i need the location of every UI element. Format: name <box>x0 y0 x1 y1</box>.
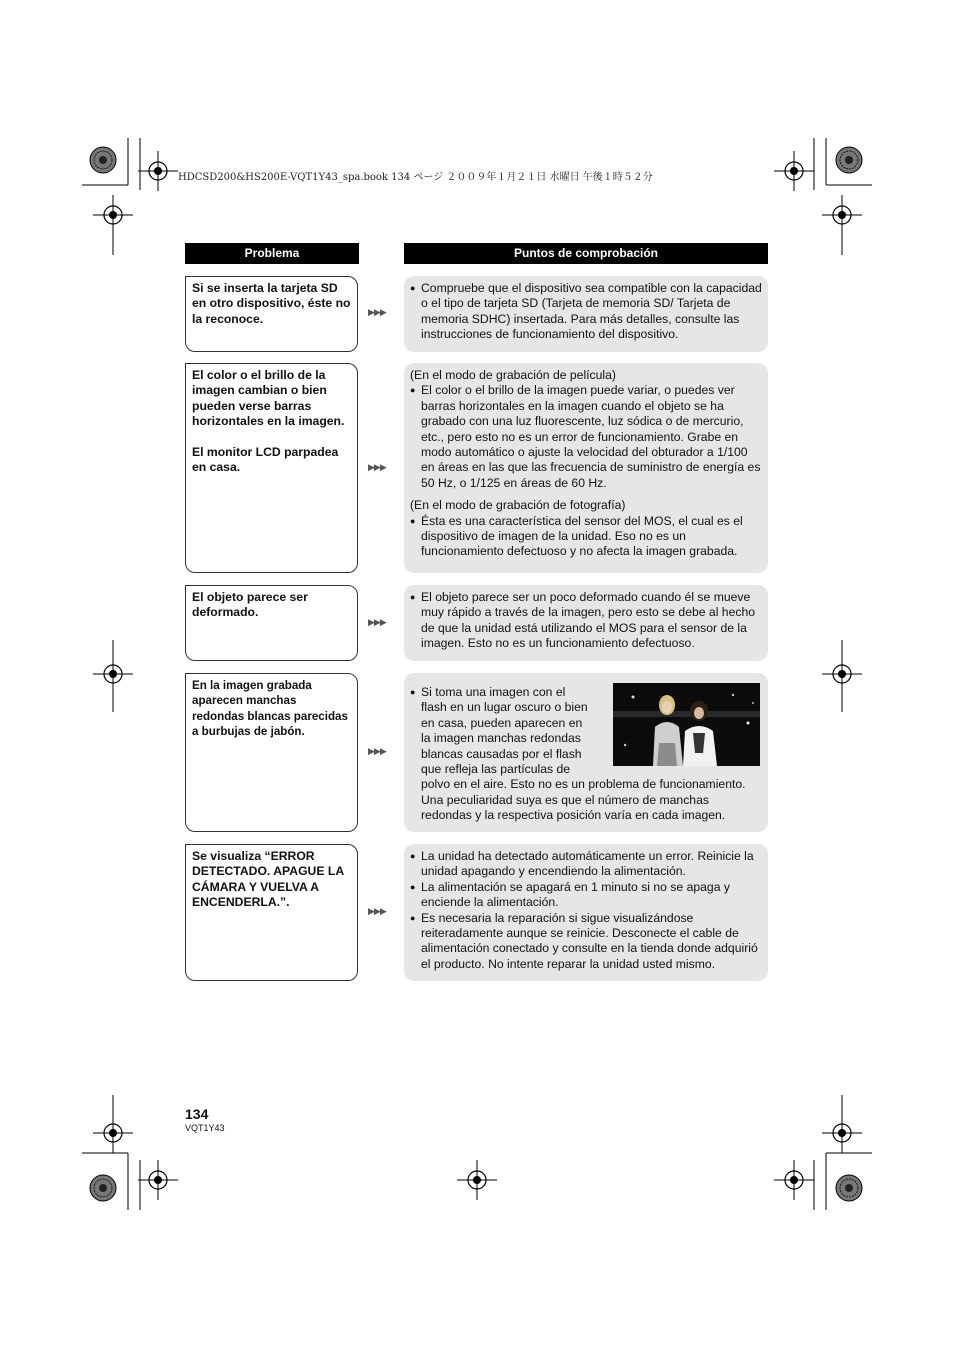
problem-text: Se visualiza “ERROR DETECTADO. APAGUE LA CÁMARA Y VUELVA A ENCENDERLA.”. <box>192 849 344 910</box>
arrow-icon: ▶▶▶ <box>368 617 386 627</box>
problem-cell-1 <box>185 276 358 352</box>
problem-text: En la imagen grabada aparecen manchas redondas blancas parecidas a burbujas de jabón. <box>192 679 348 739</box>
problem-cell-3 <box>185 585 358 661</box>
example-photo <box>613 683 760 766</box>
problem-text: El color o el brillo de la imagen cambian o bien pueden verse barras horizontales en la imagen. <box>192 368 345 429</box>
problem-text: Si se inserta la tarjeta SD en otro dispositivo, éste no la reconoce. <box>192 281 351 326</box>
arrow-icon: ▶▶▶ <box>368 746 386 756</box>
problem-text: El objeto parece ser deformado. <box>192 590 308 620</box>
problem-cell-4 <box>185 673 358 832</box>
column-header-problem: Problema <box>185 243 359 264</box>
problem-cell-2 <box>185 363 358 573</box>
checkpoint-bullet: ● Compruebe que el dispositivo sea compatible con la capacidad o el tipo de tarjeta SD (Tarjeta de memoria SD/ Tarjeta de memoria SDHC) insertada. Para más detalles, consulte las instrucciones de funcionamiento del dispositivo. <box>410 281 762 343</box>
problem-cell-5 <box>185 844 358 981</box>
checkpoint-cell-5 <box>404 844 768 981</box>
checkpoint-bullet: ● Ésta es una característica del sensor del MOS, el cual es el dispositivo de imagen de la unidad. Eso no es un funcionamiento defectuoso y no afecta la imagen grabada. <box>410 514 762 560</box>
checkpoint-cell-1 <box>404 276 768 352</box>
checkpoint-bullet: ● Es necesaria la reparación si sigue visualizándose reiteradamente aunque se reinicie. Desconecte el cable de alimentación conectado y consulte en la tienda donde adquirió el producto. No intente reparar la unidad usted mismo. <box>410 911 762 973</box>
arrow-icon: ▶▶▶ <box>368 462 386 472</box>
checkpoint-bullet: ● La alimentación se apagará en 1 minuto si no se apaga y enciende la alimentación. <box>410 880 762 911</box>
page-number: 134 <box>185 1106 209 1122</box>
column-header-checkpoints: Puntos de comprobación <box>404 243 768 264</box>
print-header: HDCSD200&HS200E-VQT1Y43_spa.book 134 ページ ２００９年１月２１日 水曜日 午後１時５２分 <box>178 172 653 183</box>
checkpoint-bullet: ● Si toma una imagen con el flash en un lugar oscuro o bien en casa, pueden aparecen en la imagen manchas redondas blancas causadas por el flash que refleja las partículas de polvo en el aire. Esto no es un problema de funcionamiento. Una peculiaridad suya es que el número de manchas redondas y la respectiva posición varía en cada imagen. <box>410 685 762 824</box>
mode-label: (En el modo de grabación de película) <box>410 368 616 382</box>
problem-text: El monitor LCD parpadea en casa. <box>192 444 339 475</box>
checkpoint-cell-2 <box>404 363 768 573</box>
arrow-icon: ▶▶▶ <box>368 307 386 317</box>
arrow-icon: ▶▶▶ <box>368 906 386 916</box>
checkpoint-cell-3 <box>404 585 768 661</box>
checkpoint-bullet: ● El objeto parece ser un poco deformado cuando él se mueve muy rápido a través de la imagen, pero esto se debe al hecho de que la unidad está utilizando el MOS para el sensor de la imagen. Esto no es un funcionamiento defectuoso. <box>410 590 762 652</box>
checkpoint-bullet: ● La unidad ha detectado automáticamente un error. Reinicie la unidad apagando y encendiendo la alimentación. <box>410 849 762 880</box>
mode-label: (En el modo de grabación de fotografía) <box>410 498 626 513</box>
checkpoint-bullet: ● El color o el brillo de la imagen puede variar, o puedes ver barras horizontales en la imagen cuando el objeto se ha grabado con una luz fluorescente, luz sódica o de mercurio, etc., pero esto no es un error de funcionamiento. Grabe en modo automático o ajuste la velocidad del obturador a 1/100 en áreas en las que las frecuencia de suministro de energía es 50 Hz, o 1/125 en áreas de 60 Hz. <box>410 383 762 491</box>
page-code: VQT1Y43 <box>185 1123 225 1133</box>
